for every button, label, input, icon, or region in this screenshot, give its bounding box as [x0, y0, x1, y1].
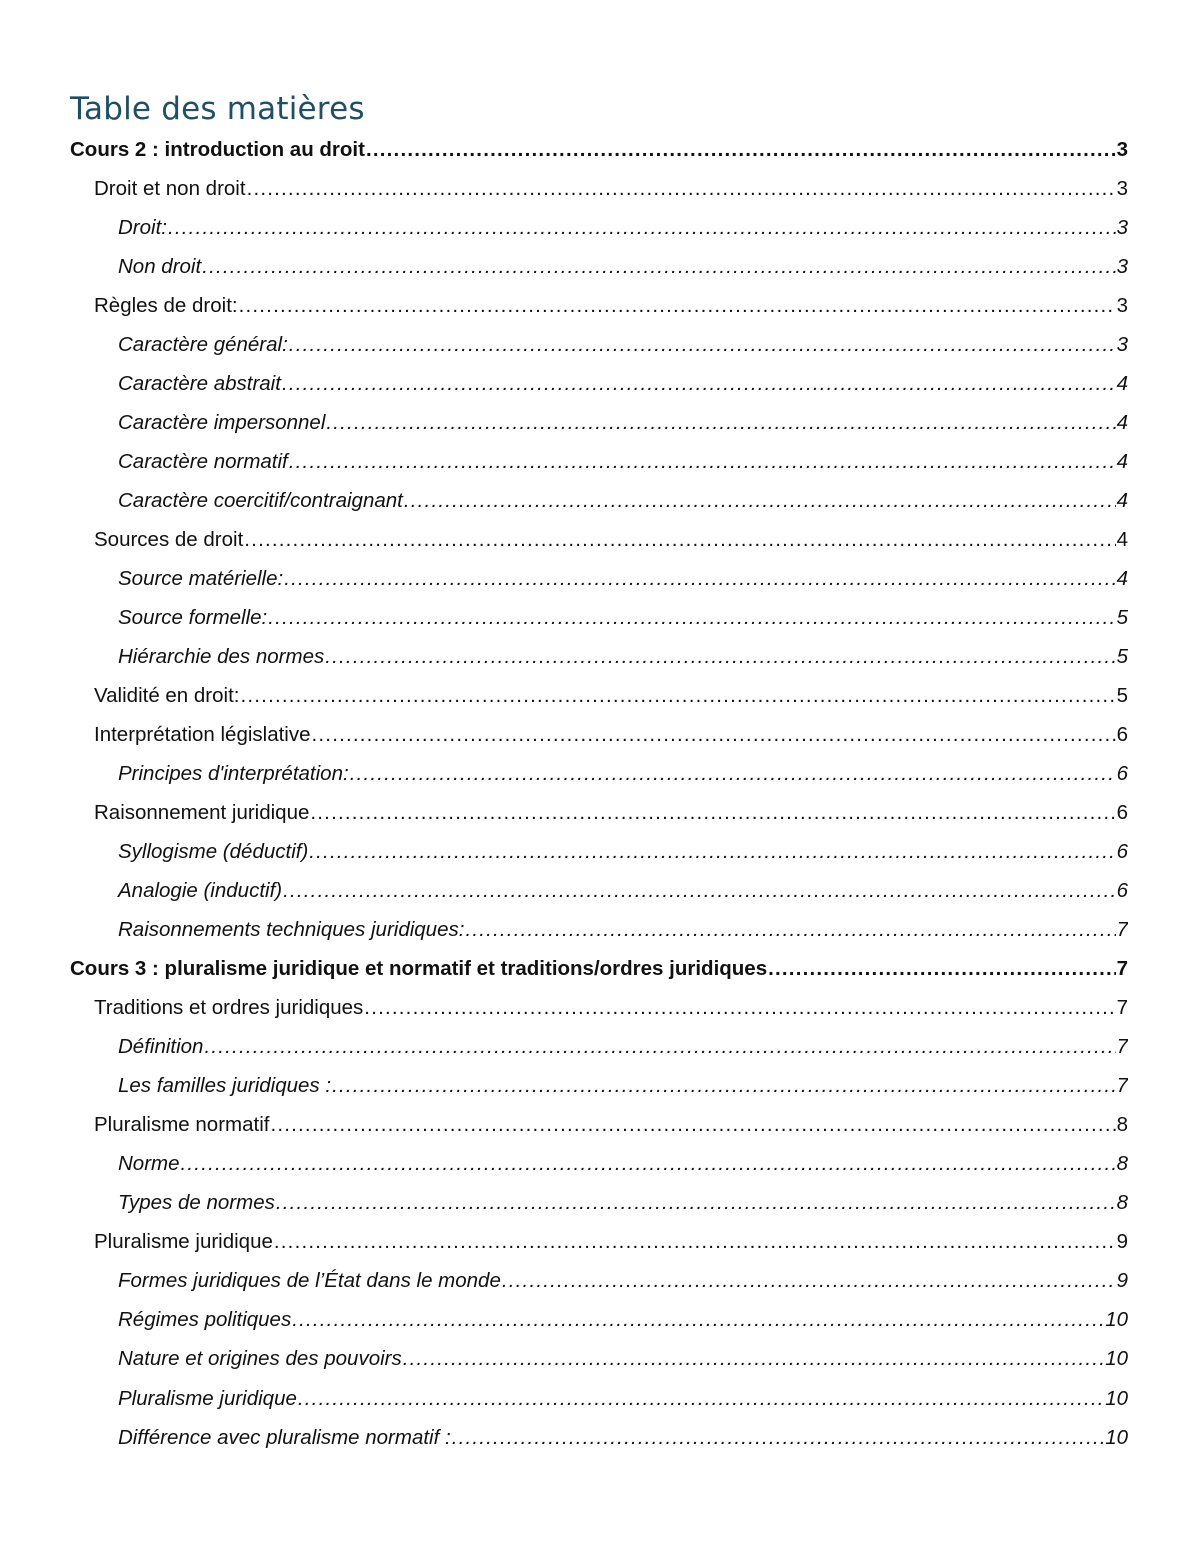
dot-leader [403, 1339, 1104, 1378]
toc-entry[interactable] [70, 403, 1128, 442]
toc-entry-label: Droit: [118, 216, 167, 240]
dot-leader [276, 1183, 1116, 1222]
toc-entry-page-number: 7 [1116, 1035, 1128, 1059]
toc-entry-label: Interprétation législative [94, 723, 311, 747]
dot-leader [168, 208, 1116, 247]
dot-leader [284, 559, 1115, 598]
toc-entry[interactable] [70, 910, 1128, 949]
toc-entry-label: Analogie (inductif) [118, 879, 283, 903]
toc-entry-label: Pluralisme normatif [94, 1113, 270, 1137]
toc-entry[interactable] [70, 325, 1128, 364]
toc-entry[interactable] [70, 481, 1128, 520]
toc-entry[interactable] [70, 130, 1128, 169]
toc-entry-page-number: 9 [1116, 1230, 1128, 1254]
toc-entry-label: Règles de droit: [94, 294, 238, 318]
toc-entry[interactable] [70, 169, 1128, 208]
toc-entry[interactable] [70, 364, 1128, 403]
toc-entry[interactable] [70, 1066, 1128, 1105]
toc-entry-label: Cours 2 : introduction au droit [70, 138, 365, 161]
dot-leader [465, 910, 1115, 949]
dot-leader [282, 364, 1116, 403]
toc-entry-label: Source formelle: [118, 606, 268, 630]
toc-entry-label: Cours 3 : pluralisme juridique et normatif et traditions/ordres juridiques [70, 957, 768, 981]
toc-entry[interactable] [70, 247, 1128, 286]
toc-title: Table des matières [70, 91, 365, 127]
toc-entry-page-number: 5 [1116, 684, 1128, 708]
dot-leader [289, 325, 1116, 364]
toc-entry-label: Sources de droit [94, 528, 244, 552]
toc-entry[interactable] [70, 715, 1128, 754]
toc-entry-page-number: 7 [1116, 1074, 1128, 1098]
toc-entry[interactable] [70, 832, 1128, 871]
toc-entry-label: Caractère normatif [118, 450, 288, 474]
dot-leader [239, 286, 1116, 325]
toc-entry-label: Caractère général: [118, 333, 288, 357]
dot-leader [202, 247, 1115, 286]
toc-entry-label: Différence avec pluralisme normatif : [118, 1425, 451, 1449]
toc-entry-label: Norme [118, 1152, 180, 1176]
toc-entry-label: Traditions et ordres juridiques [94, 996, 364, 1020]
dot-leader [240, 676, 1115, 715]
toc-entry[interactable] [70, 988, 1128, 1027]
toc-entry-label: Caractère abstrait [118, 372, 281, 396]
toc-list [70, 130, 1128, 1457]
dot-leader [289, 442, 1116, 481]
toc-entry-page-number: 6 [1116, 840, 1128, 864]
toc-entry-page-number: 8 [1116, 1113, 1128, 1137]
toc-entry-label: Syllogisme (déductif) [118, 840, 309, 864]
toc-entry-page-number: 4 [1116, 489, 1128, 513]
toc-entry[interactable] [70, 793, 1128, 832]
toc-entry[interactable] [70, 1261, 1128, 1300]
dot-leader [326, 403, 1115, 442]
dot-leader [181, 1144, 1116, 1183]
toc-entry[interactable] [70, 598, 1128, 637]
dot-leader [244, 520, 1115, 559]
toc-entry[interactable] [70, 1222, 1128, 1261]
toc-entry-page-number: 10 [1105, 1347, 1128, 1371]
toc-entry-page-number: 7 [1116, 996, 1128, 1020]
toc-entry-label: Hiérarchie des normes [118, 645, 325, 669]
toc-entry-page-number: 6 [1116, 762, 1128, 786]
dot-leader [274, 1222, 1116, 1261]
dot-leader [452, 1418, 1105, 1457]
dot-leader [366, 130, 1116, 169]
dot-leader [325, 637, 1115, 676]
toc-entry[interactable] [70, 1105, 1128, 1144]
toc-entry[interactable] [70, 1027, 1128, 1066]
toc-entry-label: Formes juridiques de l’État dans le monde [118, 1269, 501, 1293]
toc-entry[interactable] [70, 1339, 1128, 1378]
toc-entry-label: Les familles juridiques : [118, 1074, 332, 1098]
toc-entry[interactable] [70, 442, 1128, 481]
dot-leader [247, 169, 1116, 208]
toc-entry-page-number: 10 [1105, 1425, 1128, 1449]
toc-entry-label: Raisonnement juridique [94, 801, 310, 825]
toc-entry-page-number: 4 [1116, 372, 1128, 396]
dot-leader [310, 793, 1115, 832]
toc-entry-label: Droit et non droit [94, 177, 246, 201]
toc-entry-page-number: 3 [1116, 294, 1128, 318]
toc-entry-page-number: 7 [1116, 957, 1128, 981]
toc-entry-label: Caractère coercitif/contraignant [118, 489, 403, 513]
toc-entry-label: Régimes politiques [118, 1308, 292, 1332]
toc-entry[interactable] [70, 1418, 1128, 1457]
toc-entry[interactable] [70, 286, 1128, 325]
toc-entry-label: Source matérielle: [118, 567, 284, 591]
toc-entry[interactable] [70, 754, 1128, 793]
toc-entry-page-number: 10 [1105, 1386, 1128, 1410]
toc-entry-label: Raisonnements techniques juridiques: [118, 918, 465, 942]
toc-entry[interactable] [70, 520, 1128, 559]
toc-entry-page-number: 6 [1116, 723, 1128, 747]
dot-leader [283, 871, 1116, 910]
toc-entry-page-number: 3 [1116, 255, 1128, 279]
toc-entry[interactable] [70, 1144, 1128, 1183]
toc-entry-label: Principes d'interprétation: [118, 762, 349, 786]
toc-entry-label: Types de normes [118, 1191, 275, 1215]
toc-entry[interactable] [70, 1300, 1128, 1339]
dot-leader [768, 949, 1115, 988]
dot-leader [364, 988, 1115, 1027]
toc-entry[interactable] [70, 208, 1128, 247]
toc-entry-label: Caractère impersonnel [118, 411, 326, 435]
toc-entry-label: Validité en droit: [94, 684, 240, 708]
document-page [70, 88, 1128, 1457]
dot-leader [292, 1300, 1104, 1339]
toc-entry[interactable] [70, 1379, 1128, 1418]
toc-entry-label: Non droit [118, 255, 202, 279]
toc-entry-page-number: 3 [1116, 333, 1128, 357]
toc-entry-page-number: 4 [1116, 567, 1128, 591]
dot-leader [312, 715, 1116, 754]
toc-entry[interactable] [70, 949, 1128, 988]
toc-entry[interactable] [70, 637, 1128, 676]
toc-entry-page-number: 6 [1116, 879, 1128, 903]
dot-leader [502, 1261, 1116, 1300]
toc-entry-label: Pluralisme juridique [118, 1386, 297, 1410]
toc-entry-label: Pluralisme juridique [94, 1230, 273, 1254]
toc-entry-page-number: 8 [1116, 1152, 1128, 1176]
toc-entry-page-number: 10 [1105, 1308, 1128, 1332]
toc-entry-page-number: 8 [1116, 1191, 1128, 1215]
toc-entry-page-number: 5 [1116, 645, 1128, 669]
dot-leader [270, 1105, 1115, 1144]
toc-entry-label: Nature et origines des pouvoirs [118, 1347, 402, 1371]
toc-entry-page-number: 3 [1116, 177, 1128, 201]
dot-leader [309, 832, 1115, 871]
dot-leader [332, 1066, 1116, 1105]
toc-entry-page-number: 4 [1116, 528, 1128, 552]
toc-entry[interactable] [70, 1183, 1128, 1222]
toc-entry[interactable] [70, 559, 1128, 598]
dot-leader [298, 1379, 1104, 1418]
toc-entry[interactable] [70, 676, 1128, 715]
dot-leader [268, 598, 1115, 637]
toc-entry-page-number: 3 [1116, 216, 1128, 240]
toc-entry-page-number: 3 [1116, 138, 1128, 161]
toc-entry-page-number: 6 [1116, 801, 1128, 825]
toc-entry-page-number: 7 [1116, 918, 1128, 942]
dot-leader [204, 1027, 1115, 1066]
dot-leader [350, 754, 1116, 793]
toc-entry-page-number: 4 [1116, 411, 1128, 435]
dot-leader [404, 481, 1116, 520]
toc-entry-page-number: 9 [1116, 1269, 1128, 1293]
toc-entry-label: Définition [118, 1035, 204, 1059]
toc-entry[interactable] [70, 871, 1128, 910]
toc-entry-page-number: 4 [1116, 450, 1128, 474]
toc-entry-page-number: 5 [1116, 606, 1128, 630]
